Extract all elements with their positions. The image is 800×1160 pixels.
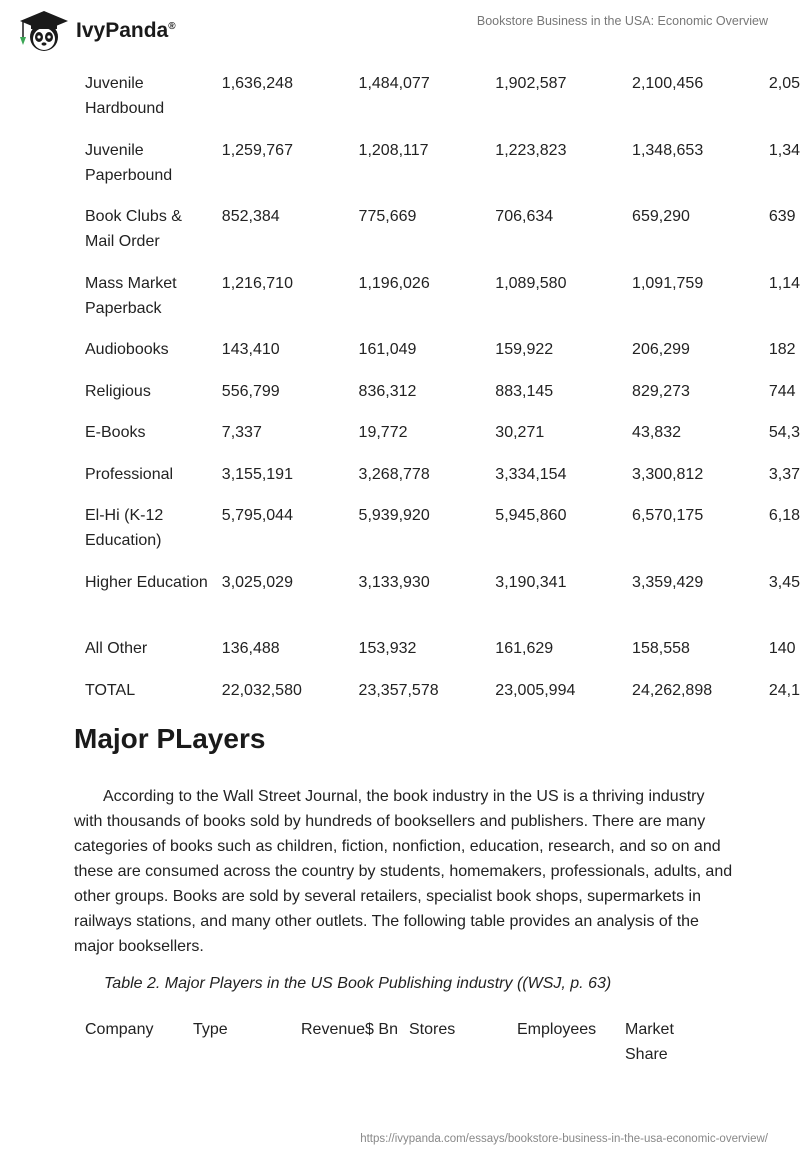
header-stores: Stores [409, 1021, 456, 1038]
table-cell: 7,337 [221, 424, 262, 441]
table-cell: 182 [768, 341, 796, 358]
table-cell: 3,155,191 [221, 465, 293, 483]
table-cell: 706,634 [495, 208, 554, 225]
table-cell: 1,636,248 [221, 75, 293, 92]
table-row [74, 328, 800, 370]
table-cell: 136,488 [221, 640, 280, 657]
table-cell: 161,629 [495, 640, 554, 657]
table-cell: 775,669 [358, 208, 417, 225]
table-cell: 829,273 [632, 382, 690, 400]
table-row [74, 669, 800, 711]
row-label: All Other [85, 640, 148, 657]
players-header-row [74, 1017, 715, 1067]
table-cell: 3,359,429 [632, 573, 704, 591]
row-label: Mass Market Paperback [85, 274, 177, 317]
table-cell: 5,945,860 [495, 507, 567, 524]
table-cell: 153,932 [358, 640, 417, 657]
table-cell: 1,259,767 [221, 141, 293, 159]
ivypanda-logo[interactable] [14, 9, 176, 53]
table-cell: 3,133,930 [358, 573, 430, 591]
table-cell: 1,216,710 [221, 274, 293, 292]
section-heading: Major PLayers [74, 723, 266, 754]
table-cell: 3,300,812 [632, 465, 704, 483]
header-company: Company [85, 1021, 154, 1038]
table-cell: 143,410 [221, 341, 280, 358]
table-cell: 1,14 [768, 274, 800, 292]
table-cell: 206,299 [632, 341, 690, 358]
table-cell: 23,005,994 [495, 681, 576, 699]
table-cell: 639 [768, 208, 796, 225]
table-cell: 30,271 [495, 424, 545, 441]
row-label: E-Books [85, 424, 146, 441]
table-row [74, 453, 800, 495]
table-cell: 836,312 [358, 382, 417, 400]
row-label: Book Clubs & Mail Order [85, 208, 182, 250]
table-cell: 1,902,587 [495, 75, 567, 92]
table-cell: 2,05 [768, 75, 800, 92]
table-cell: 3,025,029 [221, 573, 293, 591]
table-row [74, 494, 800, 561]
table-row [74, 62, 800, 129]
table-cell: 6,18 [768, 507, 800, 524]
table-cell: 2,100,456 [632, 75, 704, 92]
table-row [74, 195, 800, 262]
table-row [74, 561, 800, 628]
table-cell: 1,089,580 [495, 274, 567, 292]
table-cell: 1,223,823 [495, 141, 567, 159]
table-cell: 161,049 [358, 341, 417, 358]
table-row [74, 262, 800, 329]
major-players-table [74, 1017, 715, 1067]
table-cell: 1,091,759 [632, 274, 704, 292]
table-cell: 1,348,653 [632, 141, 704, 159]
table-row [74, 129, 800, 196]
header-type: Type [193, 1021, 228, 1038]
row-label: El-Hi (K-12 Education) [85, 507, 164, 549]
table-cell: 43,832 [632, 424, 681, 441]
table-caption: Table 2. Major Players in the US Book Publishing industry ((WSJ, p. 63) [104, 975, 612, 992]
table-cell: 1,208,117 [358, 141, 429, 159]
table-cell: 3,190,341 [495, 573, 567, 591]
row-label: Higher Education [85, 573, 208, 591]
header-revenue: Revenue$ Bn [301, 1021, 398, 1038]
row-label: Juvenile Hardbound [85, 75, 165, 117]
table-cell: 1,484,077 [358, 75, 430, 92]
table-cell: 54,3 [768, 424, 800, 441]
table-cell: 159,922 [495, 341, 554, 358]
table-cell: 1,34 [768, 141, 800, 159]
table-cell: 659,290 [632, 208, 690, 225]
table-cell: 6,570,175 [632, 507, 704, 524]
table-cell: 5,939,920 [358, 507, 430, 524]
table-cell: 3,45 [768, 573, 800, 591]
document-title: Bookstore Business in the USA: Economic Overview [476, 14, 768, 28]
body-paragraph: According to the Wall Street Journal, the book industry in the US is a thriving industry with thousands of books sold by hundreds of booksellers and publishers. There are many categories of books such as children, fiction, nonfiction, education, research, and so on and these are consumed across the country by students, homemakers, professionals, adults, and other groups. Books are sold by several retailers, specialist book shops, supermarkets in railways stations, and many other outlets. The following table provides an analysis of the major booksellers. [74, 788, 733, 955]
table-cell: 3,268,778 [358, 465, 430, 483]
book-sales-table [74, 62, 800, 710]
row-label: Professional [85, 465, 174, 483]
table-cell: 556,799 [221, 382, 280, 400]
table-row [74, 627, 800, 669]
table-cell: 1,196,026 [358, 274, 430, 292]
table-cell: 852,384 [221, 208, 280, 225]
table-cell: 24,262,898 [632, 681, 713, 699]
panda-graduate-icon [14, 9, 70, 53]
source-url-link[interactable]: https://ivypanda.com/essays/bookstore-business-in-the-usa-economic-overview/ [360, 1133, 768, 1145]
table-cell: 19,772 [358, 424, 408, 441]
table-cell: 24,1 [768, 681, 800, 699]
table-cell: 158,558 [632, 640, 690, 657]
row-label: Religious [85, 382, 151, 400]
table-cell: 883,145 [495, 382, 554, 400]
header-market-share: Market Share [625, 1021, 674, 1063]
page-header [0, 0, 800, 60]
table-row [74, 370, 800, 412]
brand-name: IvyPanda® [76, 19, 176, 42]
row-label: Audiobooks [85, 341, 169, 358]
table-cell: 3,334,154 [495, 465, 567, 483]
row-label: TOTAL [85, 681, 136, 699]
table-cell: 744 [768, 382, 796, 400]
table-cell: 22,032,580 [221, 681, 302, 699]
table-cell: 3,37 [768, 465, 800, 483]
header-employees: Employees [517, 1021, 597, 1038]
row-label: Juvenile Paperbound [85, 141, 173, 184]
table-cell: 140 [768, 640, 796, 657]
table-cell: 5,795,044 [221, 507, 293, 524]
table-row [74, 411, 800, 453]
table-cell: 23,357,578 [358, 681, 439, 699]
